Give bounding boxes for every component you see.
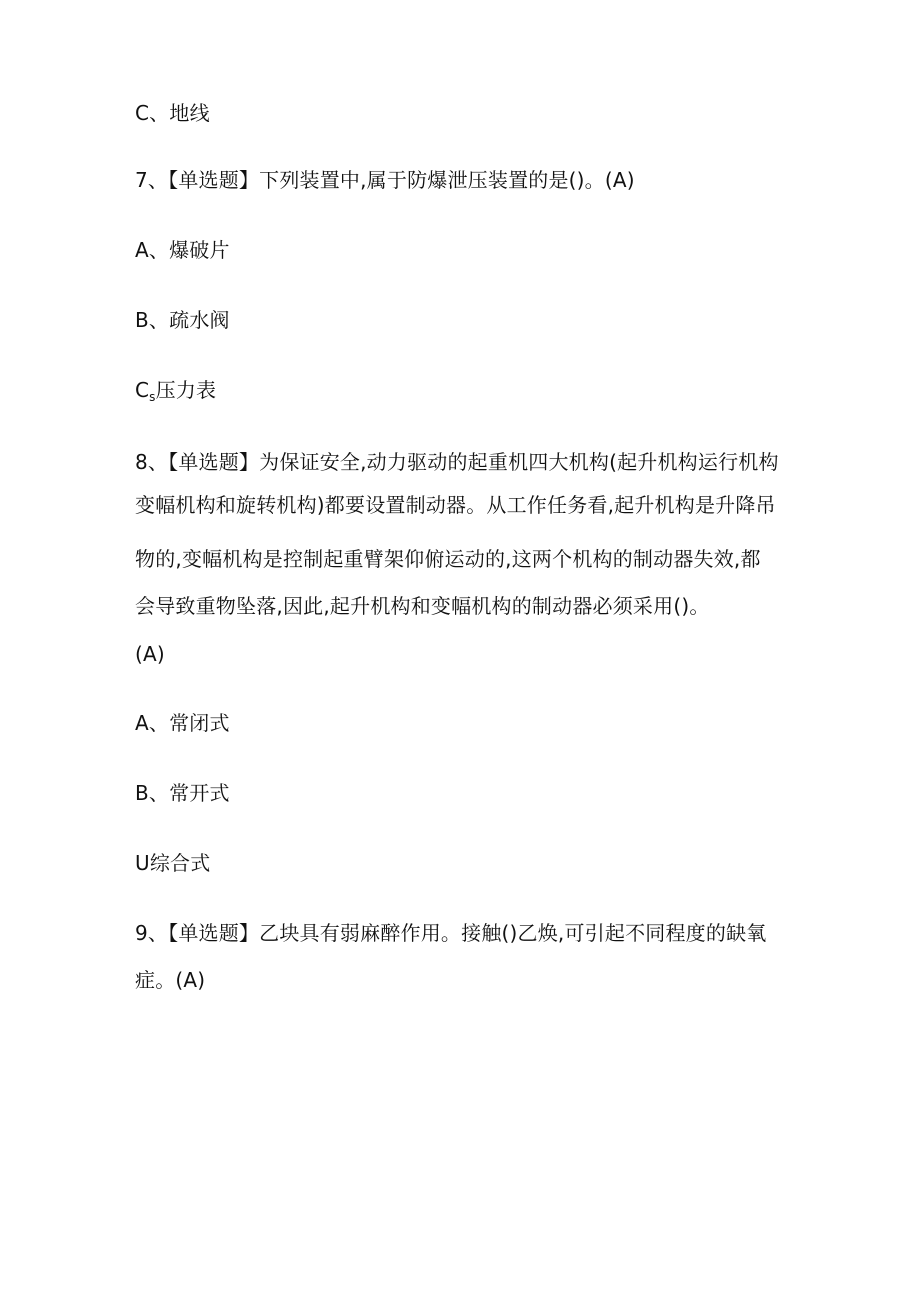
q8-option-a: A、常闭式	[135, 711, 230, 735]
q7-question: 7、【单选题】下列装置中,属于防爆泄压装置的是()。(A)	[135, 168, 635, 192]
q8-option-b: B、常开式	[135, 781, 230, 805]
q7-option-c-subscript: s	[149, 390, 156, 404]
q8-question-line-3: 物的,变幅机构是控制起重臂架仰俯运动的,这两个机构的制动器失效,都	[135, 547, 761, 571]
q8-question-line-4: 会导致重物坠落,因此,起升机构和变幅机构的制动器必须采用()。	[135, 594, 710, 618]
q8-question-line-1: 8、【单选题】为保证安全,动力驱动的起重机四大机构(起升机构运行机构	[135, 450, 779, 474]
q9-question-line-1: 9、【单选题】乙块具有弱麻醉作用。接触()乙焕,可引起不同程度的缺氧	[135, 921, 767, 945]
q7-option-c-text: 压力表	[155, 378, 217, 402]
q7-option-c-letter: C	[135, 378, 150, 402]
q8-answer: (A)	[135, 642, 165, 666]
q7-option-a: A、爆破片	[135, 238, 230, 262]
q7-option-b: B、疏水阀	[135, 308, 230, 332]
q6-option-c: C、地线	[135, 101, 210, 125]
q8-option-c: U综合式	[135, 851, 211, 875]
q8-question-line-2: 变幅机构和旋转机构)都要设置制动器。从工作任务看,起升机构是升降吊	[135, 493, 776, 517]
q9-question-line-2: 症。(A)	[135, 968, 206, 992]
q7-option-c	[135, 376, 216, 411]
